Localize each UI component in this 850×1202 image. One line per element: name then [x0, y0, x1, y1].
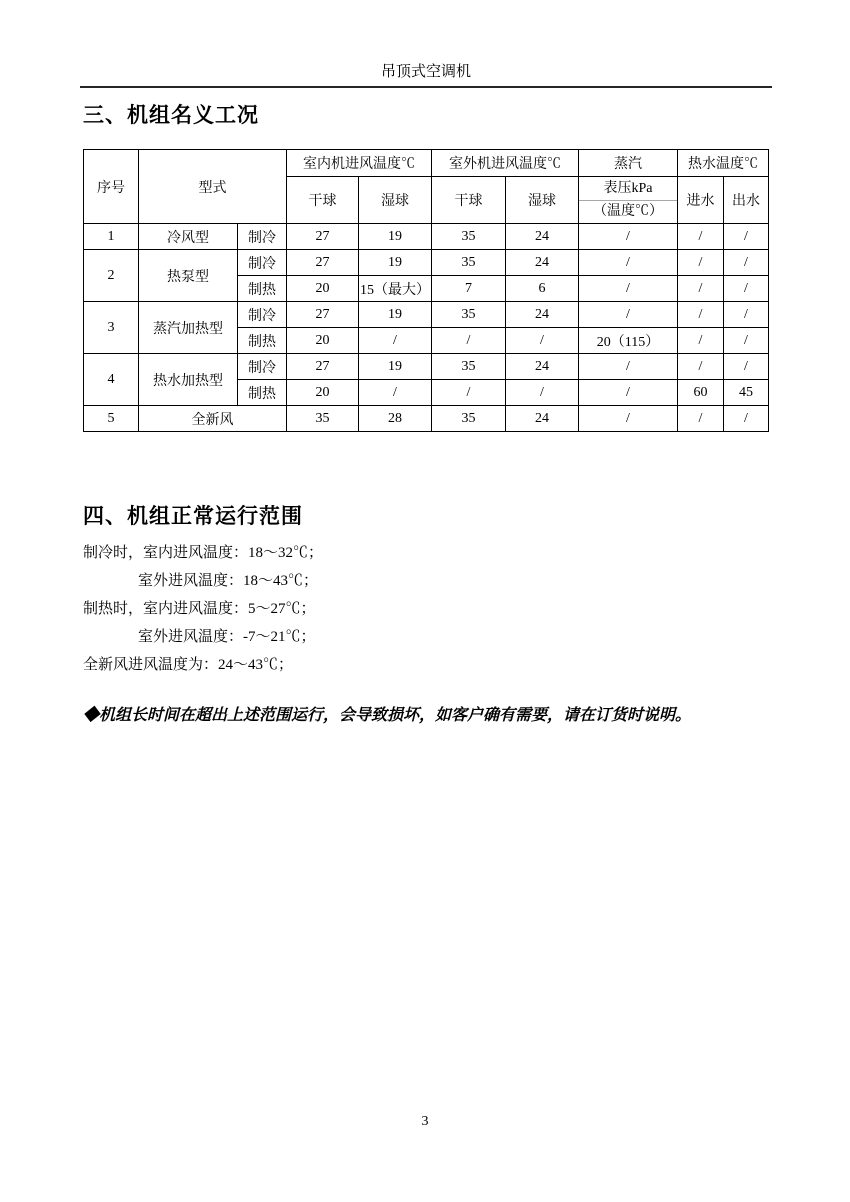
- warning-note: ◆机组长时间在超出上述范围运行，会导致损坏，如客户确有需要，请在订货时说明。: [83, 707, 692, 724]
- table-row: [84, 406, 769, 432]
- no-cell: 2: [84, 250, 139, 302]
- value-cell: 19: [359, 250, 432, 276]
- value-cell: 24: [506, 354, 579, 380]
- value-cell: 27: [287, 224, 359, 250]
- section4-title: 四、机组正常运行范围: [83, 505, 303, 528]
- no-cell: 3: [84, 302, 139, 354]
- header-drybulb-cell: 干球: [287, 177, 359, 224]
- value-cell: 20: [287, 380, 359, 406]
- value-cell: 35: [287, 406, 359, 432]
- type-cell: 热水加热型: [139, 354, 238, 406]
- value-cell: /: [724, 276, 769, 302]
- value-cell: 6: [506, 276, 579, 302]
- header-inlet-cell: 进水: [678, 177, 724, 224]
- type-cell: 冷风型: [139, 224, 238, 250]
- header-no-cell: 序号: [84, 150, 139, 224]
- value-cell: 20: [287, 328, 359, 354]
- value-cell: 27: [287, 250, 359, 276]
- range-line: 室外进风温度：18～43℃；: [138, 573, 319, 589]
- value-cell: /: [579, 354, 678, 380]
- value-cell: /: [724, 224, 769, 250]
- header-type-cell: 型式: [139, 150, 287, 224]
- value-cell: 24: [506, 302, 579, 328]
- value-cell: /: [579, 302, 678, 328]
- mode-cell: 制热: [238, 328, 287, 354]
- value-cell: /: [678, 250, 724, 276]
- header-wetbulb-cell: 湿球: [359, 177, 432, 224]
- value-cell: /: [359, 328, 432, 354]
- mode-cell: 制冷: [238, 224, 287, 250]
- header-drybulb-cell: 干球: [432, 177, 506, 224]
- value-cell: /: [579, 406, 678, 432]
- value-cell: /: [678, 354, 724, 380]
- value-cell: /: [724, 250, 769, 276]
- value-cell: /: [579, 380, 678, 406]
- value-cell: /: [579, 276, 678, 302]
- value-cell: 24: [506, 406, 579, 432]
- doc-header: [80, 0, 772, 88]
- header-outdoor-cell: 室外机进风温度℃: [432, 150, 579, 177]
- value-cell: /: [579, 250, 678, 276]
- page-number: 3: [421, 1114, 429, 1129]
- value-cell: 15（最大）: [359, 276, 432, 302]
- mode-cell: 制冷: [238, 250, 287, 276]
- value-cell: /: [579, 224, 678, 250]
- value-cell: /: [724, 328, 769, 354]
- type-cell: 热泵型: [139, 250, 238, 302]
- value-cell: 27: [287, 354, 359, 380]
- no-cell: 5: [84, 406, 139, 432]
- value-cell: 19: [359, 354, 432, 380]
- value-cell: 60: [678, 380, 724, 406]
- value-cell: 27: [287, 302, 359, 328]
- value-cell: /: [724, 354, 769, 380]
- header-outlet-cell: 出水: [724, 177, 769, 224]
- table-row: [84, 250, 769, 276]
- doc-header-title: 吊顶式空调机: [380, 64, 471, 80]
- value-cell: /: [724, 302, 769, 328]
- value-cell: /: [678, 224, 724, 250]
- header-steam-cell: 蒸汽: [579, 150, 678, 177]
- range-line: 制冷时，室内进风温度：18～32℃；: [83, 545, 324, 561]
- value-cell: 19: [359, 224, 432, 250]
- value-cell: /: [678, 276, 724, 302]
- value-cell: 35: [432, 250, 506, 276]
- table-header-row-1: [84, 150, 769, 177]
- table-row: [84, 224, 769, 250]
- value-cell: /: [678, 328, 724, 354]
- mode-cell: 制冷: [238, 354, 287, 380]
- value-cell: 35: [432, 406, 506, 432]
- operating-range-lines: [83, 539, 768, 679]
- value-cell: /: [678, 302, 724, 328]
- header-water-cell: 热水温度℃: [678, 150, 769, 177]
- header-steam-sub-cell: [579, 177, 678, 224]
- value-cell: 45: [724, 380, 769, 406]
- mode-cell: 制热: [238, 380, 287, 406]
- range-line: 制热时，室内进风温度：5～27℃；: [83, 601, 316, 617]
- value-cell: /: [432, 328, 506, 354]
- section3-title: 三、机组名义工况: [83, 104, 259, 127]
- value-cell: 20（115）: [579, 328, 678, 354]
- value-cell: 7: [432, 276, 506, 302]
- no-cell: 4: [84, 354, 139, 406]
- value-cell: /: [359, 380, 432, 406]
- value-cell: 24: [506, 224, 579, 250]
- value-cell: 35: [432, 354, 506, 380]
- range-line: 全新风进风温度为：24～43℃；: [83, 657, 294, 673]
- page-content: [83, 103, 768, 727]
- value-cell: /: [724, 406, 769, 432]
- type-cell: 蒸汽加热型: [139, 302, 238, 354]
- value-cell: 35: [432, 302, 506, 328]
- mode-cell: 制冷: [238, 302, 287, 328]
- value-cell: 28: [359, 406, 432, 432]
- value-cell: 24: [506, 250, 579, 276]
- table-row: [84, 302, 769, 328]
- mode-cell: 制热: [238, 276, 287, 302]
- value-cell: /: [506, 380, 579, 406]
- steam-temp-label: （温度℃）: [579, 200, 677, 223]
- value-cell: 20: [287, 276, 359, 302]
- type-cell: 全新风: [139, 406, 287, 432]
- nominal-conditions-table: [83, 149, 769, 432]
- steam-pressure-label: 表压kPa: [603, 181, 653, 196]
- value-cell: /: [432, 380, 506, 406]
- value-cell: /: [678, 406, 724, 432]
- value-cell: 35: [432, 224, 506, 250]
- table-row: [84, 354, 769, 380]
- header-indoor-cell: 室内机进风温度℃: [287, 150, 432, 177]
- no-cell: 1: [84, 224, 139, 250]
- value-cell: 19: [359, 302, 432, 328]
- range-line: 室外进风温度：-7～21℃；: [138, 629, 316, 645]
- header-wetbulb-cell: 湿球: [506, 177, 579, 224]
- value-cell: /: [506, 328, 579, 354]
